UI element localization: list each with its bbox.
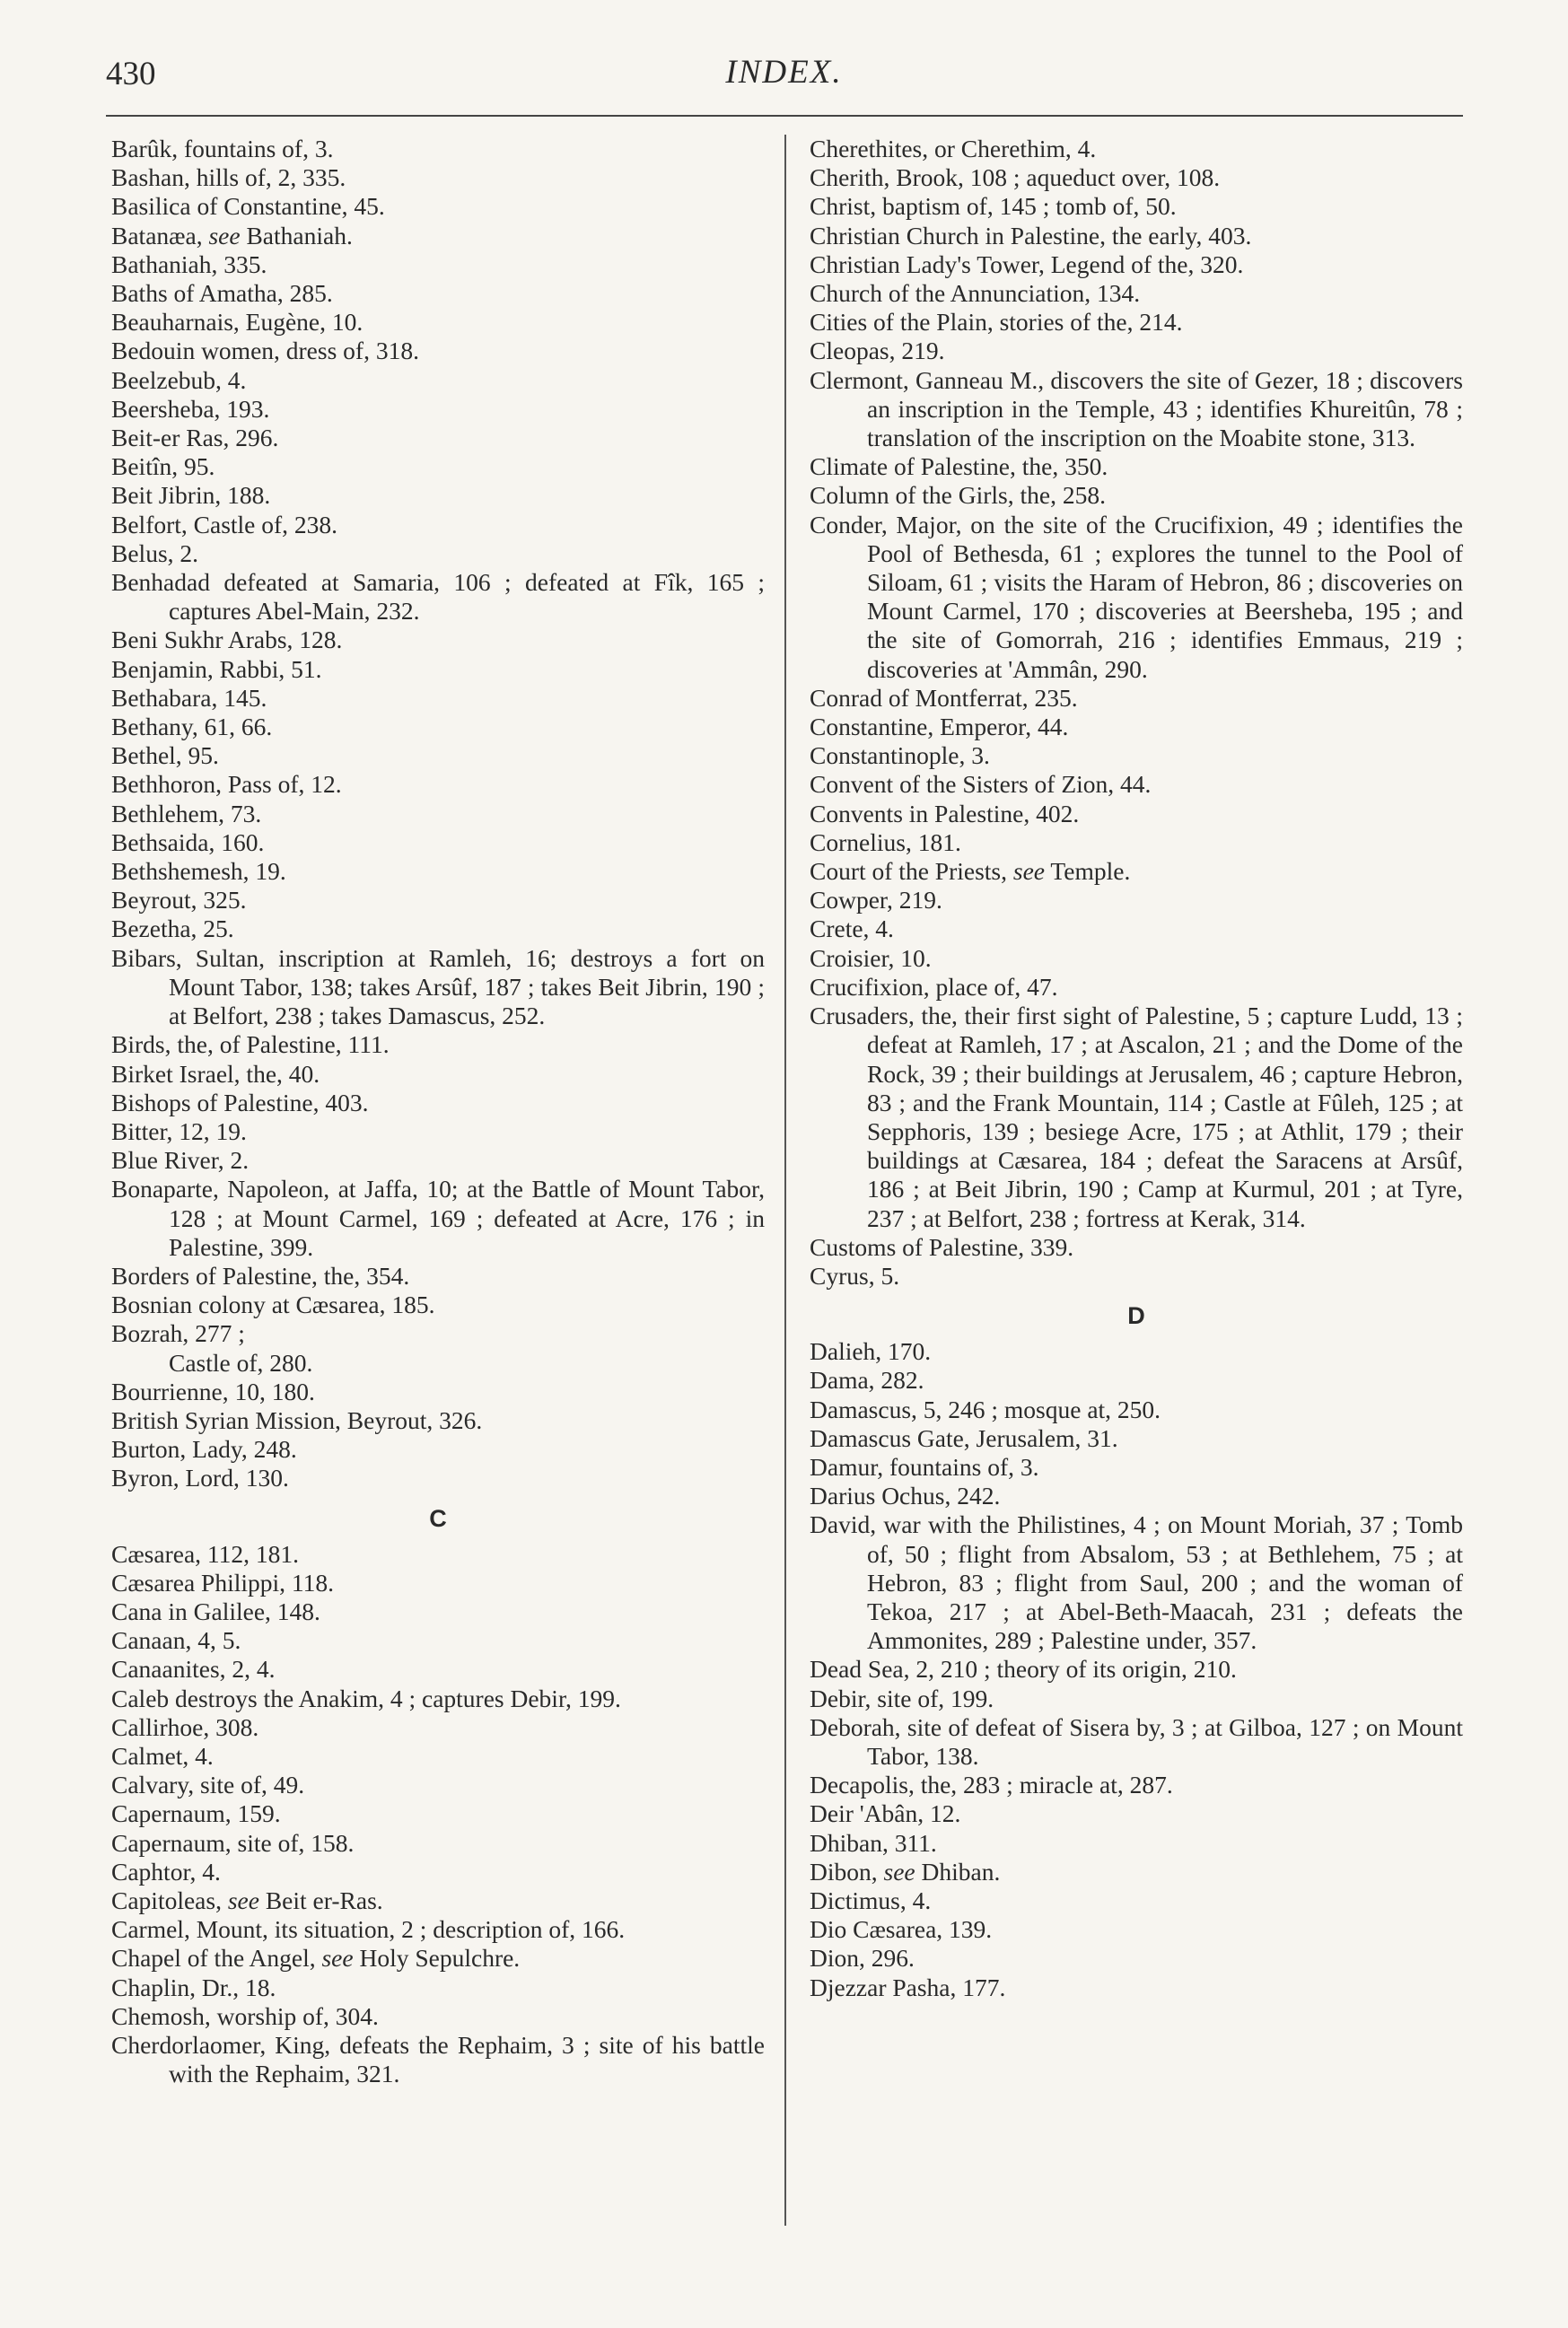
index-entry: Damascus, 5, 246 ; mosque at, 250. bbox=[810, 1395, 1161, 1423]
index-entry: Callirhoe, 308. bbox=[111, 1712, 259, 1741]
index-entry: Chapel of the Angel, see Holy Sepulchre. bbox=[111, 1944, 521, 1973]
page-header bbox=[0, 49, 1568, 103]
index-entry: Beauharnais, Eugène, 10. bbox=[111, 308, 364, 337]
index-entry: Damur, fountains of, 3. bbox=[810, 1452, 1039, 1481]
index-entry: Court of the Priests, see Temple. bbox=[810, 857, 1131, 886]
index-entry: Constantine, Emperor, 44. bbox=[810, 713, 1069, 741]
index-entry: Bozrah, 277 ; bbox=[111, 1319, 245, 1348]
index-entry: Cherdorlaomer, King, defeats the Rephaim, 3 ; site of his battle with the Rephaim, 321. bbox=[111, 2031, 765, 2088]
index-entry: Bonaparte, Napoleon, at Jaffa, 10; at the Battle of Mount Tabor, 128 ; at Mount Carmel, 169 ; defeated at Acre, 176 ; in Palestine, 399. bbox=[111, 1175, 765, 1261]
index-entry: Djezzar Pasha, 177. bbox=[810, 1973, 1006, 2001]
index-entry: Convents in Palestine, 402. bbox=[810, 799, 1080, 827]
index-entry: Capernaum, 159. bbox=[111, 1799, 281, 1828]
page-number: 430 bbox=[106, 56, 156, 92]
index-entry: Crete, 4. bbox=[810, 915, 894, 943]
index-entry: Bedouin women, dress of, 318. bbox=[111, 337, 419, 365]
index-entry: Deborah, site of defeat of Sisera by, 3 ; at Gilboa, 127 ; on Mount Tabor, 138. bbox=[810, 1712, 1463, 1770]
column-divider bbox=[784, 135, 786, 2226]
index-entry: Climate of Palestine, the, 350. bbox=[810, 452, 1108, 481]
index-entry: Carmel, Mount, its situation, 2 ; description of, 166. bbox=[111, 1915, 626, 1944]
index-entry: Belus, 2. bbox=[111, 538, 199, 567]
index-entry: Christian Church in Palestine, the early, 403. bbox=[810, 221, 1252, 249]
index-column-left bbox=[111, 135, 765, 2088]
index-entry: Cherethites, or Cherethim, 4. bbox=[810, 135, 1097, 162]
index-entry: Blue River, 2. bbox=[111, 1146, 250, 1175]
index-entry: Basilica of Constantine, 45. bbox=[111, 192, 385, 221]
index-entry: Bashan, hills of, 2, 335. bbox=[111, 163, 346, 192]
index-entry: Birket Israel, the, 40. bbox=[111, 1059, 320, 1088]
index-entry: Canaanites, 2, 4. bbox=[111, 1655, 276, 1684]
index-column-right bbox=[810, 135, 1463, 2002]
index-entry: Christ, baptism of, 145 ; tomb of, 50. bbox=[810, 192, 1177, 221]
index-entry: Deir 'Abân, 12. bbox=[810, 1799, 961, 1828]
index-entry: Beit-er Ras, 296. bbox=[111, 424, 279, 452]
index-entry: Benjamin, Rabbi, 51. bbox=[111, 654, 322, 683]
index-entry: Bethlehem, 73. bbox=[111, 799, 262, 827]
index-entry: Bosnian colony at Cæsarea, 185. bbox=[111, 1291, 435, 1319]
index-entry: Cleopas, 219. bbox=[810, 337, 945, 365]
index-entry: Beni Sukhr Arabs, 128. bbox=[111, 626, 343, 654]
index-entry: Church of the Annunciation, 134. bbox=[810, 279, 1141, 308]
index-entry: Dhiban, 311. bbox=[810, 1828, 937, 1857]
index-entry: Dio Cæsarea, 139. bbox=[810, 1915, 993, 1944]
index-entry: Conder, Major, on the site of the Crucifixion, 49 ; identifies the Pool of Bethesda, 61 ; explores the tunnel to the Pool of Siloam, 61 ; visits the Haram of Hebron, 86 ; discoveries on Mount Carmel, 170 ; discoveries at Beersheba, 195 ; and the site of Gomorrah, 216 ; identifies Emmaus, 219 ; discoveries at 'Ammân, 290. bbox=[810, 510, 1463, 683]
index-entry: Calmet, 4. bbox=[111, 1741, 214, 1770]
index-entry: Bitter, 12, 19. bbox=[111, 1116, 247, 1145]
index-entry: Calvary, site of, 49. bbox=[111, 1771, 305, 1799]
index-entry: Croisier, 10. bbox=[810, 943, 932, 972]
index-entry: Bethsaida, 160. bbox=[111, 827, 265, 856]
index-entry: Beit Jibrin, 188. bbox=[111, 481, 271, 510]
index-entry: Bethabara, 145. bbox=[111, 683, 267, 712]
index-entry: Dibon, see Dhiban. bbox=[810, 1857, 1001, 1886]
index-entry: Cornelius, 181. bbox=[810, 827, 961, 856]
index-entry: Darius Ochus, 242. bbox=[810, 1482, 1001, 1510]
index-entry: Bathaniah, 335. bbox=[111, 249, 267, 278]
index-entry: Crusaders, the, their first sight of Palestine, 5 ; capture Ludd, 13 ; defeat at Ramleh, 17 ; at Ascalon, 21 ; and the Dome of the Rock, 39 ; their buildings at Jerusalem, 46 ; capture Hebron, 83 ; and the Frank Mountain, 114 ; Castle at Fûleh, 125 ; at Sepphoris, 139 ; besiege Acre, 175 ; at Athlit, 179 ; their buildings at Cæsarea, 184 ; defeat the Saracens at Arsûf, 186 ; at Beit Jibrin, 190 ; Camp at Kurmul, 201 ; at Tyre, 237 ; at Belfort, 238 ; fortress at Kerak, 314. bbox=[810, 1002, 1463, 1232]
index-entry: Byron, Lord, 130. bbox=[111, 1464, 289, 1492]
section-letter: C bbox=[429, 1504, 447, 1532]
index-entry: Bishops of Palestine, 403. bbox=[111, 1088, 369, 1116]
index-entry: Christian Lady's Tower, Legend of the, 320. bbox=[810, 249, 1244, 278]
index-entry: Clermont, Ganneau M., discovers the site of Gezer, 18 ; discovers an inscription in the Temple, 43 ; identifies Khureitûn, 78 ; translation of the inscription on the Moabite stone, 313. bbox=[810, 365, 1463, 452]
index-entry: Benhadad defeated at Samaria, 106 ; defeated at Fîk, 165 ; captures Abel-Main, 232. bbox=[111, 568, 765, 626]
index-entry: Chemosh, worship of, 304. bbox=[111, 2001, 379, 2030]
section-letter: D bbox=[1127, 1302, 1145, 1330]
index-entry: Dion, 296. bbox=[810, 1944, 915, 1973]
index-entry: Dama, 282. bbox=[810, 1366, 924, 1395]
index-entry: Crucifixion, place of, 47. bbox=[810, 972, 1058, 1001]
index-entry: David, war with the Philistines, 4 ; on Mount Moriah, 37 ; Tomb of, 50 ; flight from Absalom, 53 ; at Bethlehem, 75 ; at Hebron, 83 ; flight from Saul, 200 ; and the woman of Tekoa, 217 ; at Abel-Beth-Maacah, 231 ; defeats the Ammonites, 289 ; Palestine under, 357. bbox=[810, 1510, 1463, 1655]
index-entry: British Syrian Mission, Beyrout, 326. bbox=[111, 1405, 483, 1434]
index-entry: Cherith, Brook, 108 ; aqueduct over, 108. bbox=[810, 163, 1221, 192]
index-entry: Conrad of Montferrat, 235. bbox=[810, 683, 1078, 712]
index-entry: Dead Sea, 2, 210 ; theory of its origin, 210. bbox=[810, 1655, 1237, 1684]
index-entry: Chaplin, Dr., 18. bbox=[111, 1973, 276, 2001]
index-entry: Dictimus, 4. bbox=[810, 1886, 932, 1914]
index-entry: Bourrienne, 10, 180. bbox=[111, 1377, 315, 1405]
index-entry: Bethel, 95. bbox=[111, 741, 219, 770]
index-entry: Bethany, 61, 66. bbox=[111, 713, 273, 741]
index-entry: Borders of Palestine, the, 354. bbox=[111, 1261, 410, 1290]
index-entry: Customs of Palestine, 339. bbox=[810, 1232, 1074, 1261]
index-entry: Batanæa, see Bathaniah. bbox=[111, 221, 353, 249]
index-entry: Capitoleas, see Beit er-Ras. bbox=[111, 1886, 383, 1914]
index-entry: Belfort, Castle of, 238. bbox=[111, 510, 338, 538]
index-entry: Dalieh, 170. bbox=[810, 1337, 932, 1366]
index-entry: Cæsarea Philippi, 118. bbox=[111, 1568, 334, 1597]
index-entry: Beelzebub, 4. bbox=[111, 365, 247, 394]
running-title: INDEX. bbox=[725, 54, 843, 91]
index-entry: Birds, the, of Palestine, 111. bbox=[111, 1030, 390, 1059]
index-entry: Cana in Galilee, 148. bbox=[111, 1597, 320, 1625]
index-entry: Cæsarea, 112, 181. bbox=[111, 1539, 300, 1568]
index-entry: Constantinople, 3. bbox=[810, 741, 990, 770]
index-entry: Capernaum, site of, 158. bbox=[111, 1828, 355, 1857]
index-entry: Beitîn, 95. bbox=[111, 452, 215, 481]
index-entry: Bezetha, 25. bbox=[111, 915, 234, 943]
index-entry: Baths of Amatha, 285. bbox=[111, 279, 333, 308]
index-entry: Canaan, 4, 5. bbox=[111, 1626, 241, 1655]
index-entry: Debir, site of, 199. bbox=[810, 1684, 994, 1712]
index-entry: Bethshemesh, 19. bbox=[111, 857, 286, 886]
index-entry: Damascus Gate, Jerusalem, 31. bbox=[810, 1423, 1118, 1452]
index-entry: Bibars, Sultan, inscription at Ramleh, 16; destroys a fort on Mount Tabor, 138; takes Arsûf, 187 ; takes Beit Jibrin, 190 ; at Belfort, 238 ; takes Damascus, 252. bbox=[111, 943, 765, 1030]
index-entry: Cities of the Plain, stories of the, 214. bbox=[810, 308, 1183, 337]
index-entry: Caleb destroys the Anakim, 4 ; captures Debir, 199. bbox=[111, 1684, 621, 1712]
index-entry: Decapolis, the, 283 ; miracle at, 287. bbox=[810, 1771, 1173, 1799]
index-entry: Bethhoron, Pass of, 12. bbox=[111, 770, 342, 799]
index-entry: Barûk, fountains of, 3. bbox=[111, 135, 334, 162]
index-entry: Burton, Lady, 248. bbox=[111, 1435, 297, 1464]
index-entry: Cyrus, 5. bbox=[810, 1261, 900, 1290]
header-rule bbox=[106, 115, 1463, 117]
index-entry: Column of the Girls, the, 258. bbox=[810, 481, 1106, 510]
index-entry: Cowper, 219. bbox=[810, 886, 942, 915]
index-entry: Convent of the Sisters of Zion, 44. bbox=[810, 770, 1152, 799]
index-entry: Caphtor, 4. bbox=[111, 1857, 221, 1886]
index-entry: Beyrout, 325. bbox=[111, 886, 247, 915]
index-entry: Beersheba, 193. bbox=[111, 394, 270, 423]
index-subentry: Castle of, 280. bbox=[169, 1348, 313, 1377]
